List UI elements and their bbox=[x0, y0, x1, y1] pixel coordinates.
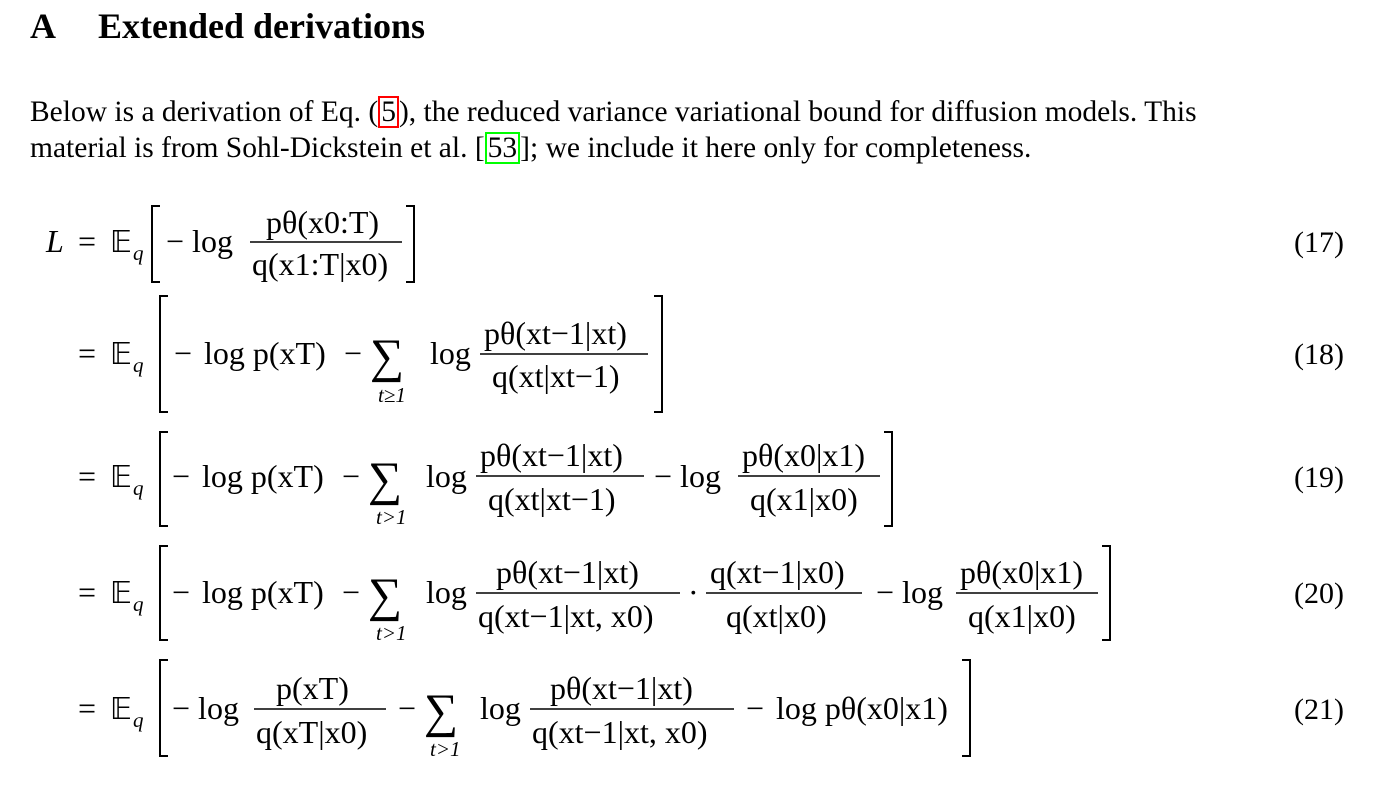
log-p-theta: log pθ(x0|x1) bbox=[776, 690, 948, 726]
equation-19 bbox=[78, 432, 1344, 529]
minus-sign: − bbox=[342, 574, 361, 610]
sum-limit: t>1 bbox=[376, 505, 407, 529]
minus-log: − log bbox=[876, 574, 943, 610]
expectation-symbol: 𝔼 bbox=[110, 337, 132, 372]
sum-limit: t>1 bbox=[376, 621, 407, 645]
dot-operator: · bbox=[688, 574, 699, 610]
fraction-numerator: q(xt−1|x0) bbox=[710, 554, 845, 590]
paragraph-text: material is from Sohl-Dickstein et al. [ bbox=[30, 132, 485, 164]
equation-number: (17) bbox=[1294, 226, 1344, 259]
citation-link[interactable]: 53 bbox=[485, 132, 521, 164]
minus-log: − log bbox=[166, 223, 233, 259]
right-bracket bbox=[406, 206, 414, 282]
log-p-xT: log p(xT) bbox=[204, 335, 326, 371]
equals-sign: = bbox=[78, 335, 97, 371]
section-letter: A bbox=[30, 6, 56, 46]
equation-number: (20) bbox=[1294, 577, 1344, 610]
lhs-symbol: L bbox=[46, 223, 64, 259]
right-bracket bbox=[884, 432, 892, 526]
fraction-denominator: q(xt|x0) bbox=[726, 598, 827, 634]
minus-sign: − bbox=[174, 335, 193, 371]
equation-21 bbox=[78, 660, 1344, 761]
equation-number: (18) bbox=[1294, 338, 1344, 371]
log-word: log bbox=[426, 458, 467, 494]
fraction-numerator: pθ(xt−1|xt) bbox=[480, 437, 623, 473]
equals-sign: = bbox=[78, 690, 97, 726]
paragraph-text: ), the reduced variance variational bound for diffusion models. This bbox=[398, 96, 1197, 128]
log-p-xT: log p(xT) bbox=[202, 574, 324, 610]
fraction-denominator: q(xt|xt−1) bbox=[488, 481, 616, 517]
paragraph-text: ]; we include it here only for completeness. bbox=[520, 132, 1032, 164]
sum-symbol: ∑ bbox=[424, 685, 459, 738]
equation-18 bbox=[78, 296, 1344, 412]
expectation-subscript: q bbox=[133, 592, 144, 616]
minus-sign: − bbox=[342, 458, 361, 494]
minus-sign: − bbox=[172, 458, 191, 494]
fraction-denominator: q(xT|x0) bbox=[256, 714, 368, 750]
minus-sign: − bbox=[398, 690, 417, 726]
equation-reference-link[interactable]: 5 bbox=[378, 96, 399, 128]
log-p-xT: log p(xT) bbox=[202, 458, 324, 494]
equation-20 bbox=[78, 546, 1344, 645]
log-word: log bbox=[426, 574, 467, 610]
sum-limit: t>1 bbox=[430, 737, 461, 761]
equals-sign: = bbox=[78, 223, 97, 259]
log-word: log bbox=[480, 690, 521, 726]
expectation-subscript: q bbox=[133, 241, 144, 265]
right-bracket bbox=[654, 296, 662, 412]
expectation-symbol: 𝔼 bbox=[110, 225, 132, 260]
equation-17 bbox=[45, 204, 1344, 282]
fraction-denominator: q(x1|x0) bbox=[750, 481, 858, 517]
sum-symbol: ∑ bbox=[368, 569, 403, 622]
minus-sign: − bbox=[746, 690, 765, 726]
sum-symbol: ∑ bbox=[370, 330, 405, 383]
expectation-subscript: q bbox=[133, 476, 144, 500]
sum-limit: t≥1 bbox=[378, 383, 406, 407]
equation-number: (21) bbox=[1294, 693, 1344, 726]
fraction-numerator: pθ(x0:T) bbox=[266, 204, 380, 240]
section-title: Extended derivations bbox=[98, 6, 426, 46]
fraction-numerator: pθ(xt−1|xt) bbox=[496, 554, 639, 590]
equals-sign: = bbox=[78, 458, 97, 494]
minus-log: − log bbox=[172, 690, 239, 726]
expectation-subscript: q bbox=[133, 353, 144, 377]
fraction-denominator: q(xt|xt−1) bbox=[492, 358, 620, 394]
left-bracket bbox=[160, 296, 168, 412]
fraction-numerator: pθ(x0|x1) bbox=[742, 437, 866, 473]
sum-symbol: ∑ bbox=[368, 453, 403, 506]
paragraph-text: Below is a derivation of Eq. ( bbox=[30, 96, 379, 128]
minus-log: − log bbox=[654, 458, 721, 494]
log-word: log bbox=[430, 335, 471, 371]
expectation-symbol: 𝔼 bbox=[110, 692, 132, 727]
equals-sign: = bbox=[78, 574, 97, 610]
expectation-subscript: q bbox=[133, 708, 144, 732]
equation-number: (19) bbox=[1294, 461, 1344, 494]
expectation-symbol: 𝔼 bbox=[110, 576, 132, 611]
right-bracket bbox=[962, 660, 970, 756]
fraction-numerator: pθ(xt−1|xt) bbox=[550, 670, 693, 706]
fraction-denominator: q(xt−1|xt, x0) bbox=[478, 598, 654, 634]
left-bracket bbox=[160, 660, 168, 756]
right-bracket bbox=[1102, 546, 1110, 640]
fraction-denominator: q(x1|x0) bbox=[968, 598, 1076, 634]
fraction-numerator: p(xT) bbox=[276, 670, 349, 706]
left-bracket bbox=[160, 546, 168, 640]
expectation-symbol: 𝔼 bbox=[110, 460, 132, 495]
minus-sign: − bbox=[344, 335, 363, 371]
fraction-denominator: q(xt−1|xt, x0) bbox=[532, 714, 708, 750]
fraction-denominator: q(x1:T|x0) bbox=[252, 246, 389, 282]
fraction-numerator: pθ(x0|x1) bbox=[960, 554, 1084, 590]
minus-sign: − bbox=[172, 574, 191, 610]
fraction-numerator: pθ(xt−1|xt) bbox=[484, 315, 627, 351]
left-bracket bbox=[152, 206, 160, 282]
left-bracket bbox=[160, 432, 168, 526]
